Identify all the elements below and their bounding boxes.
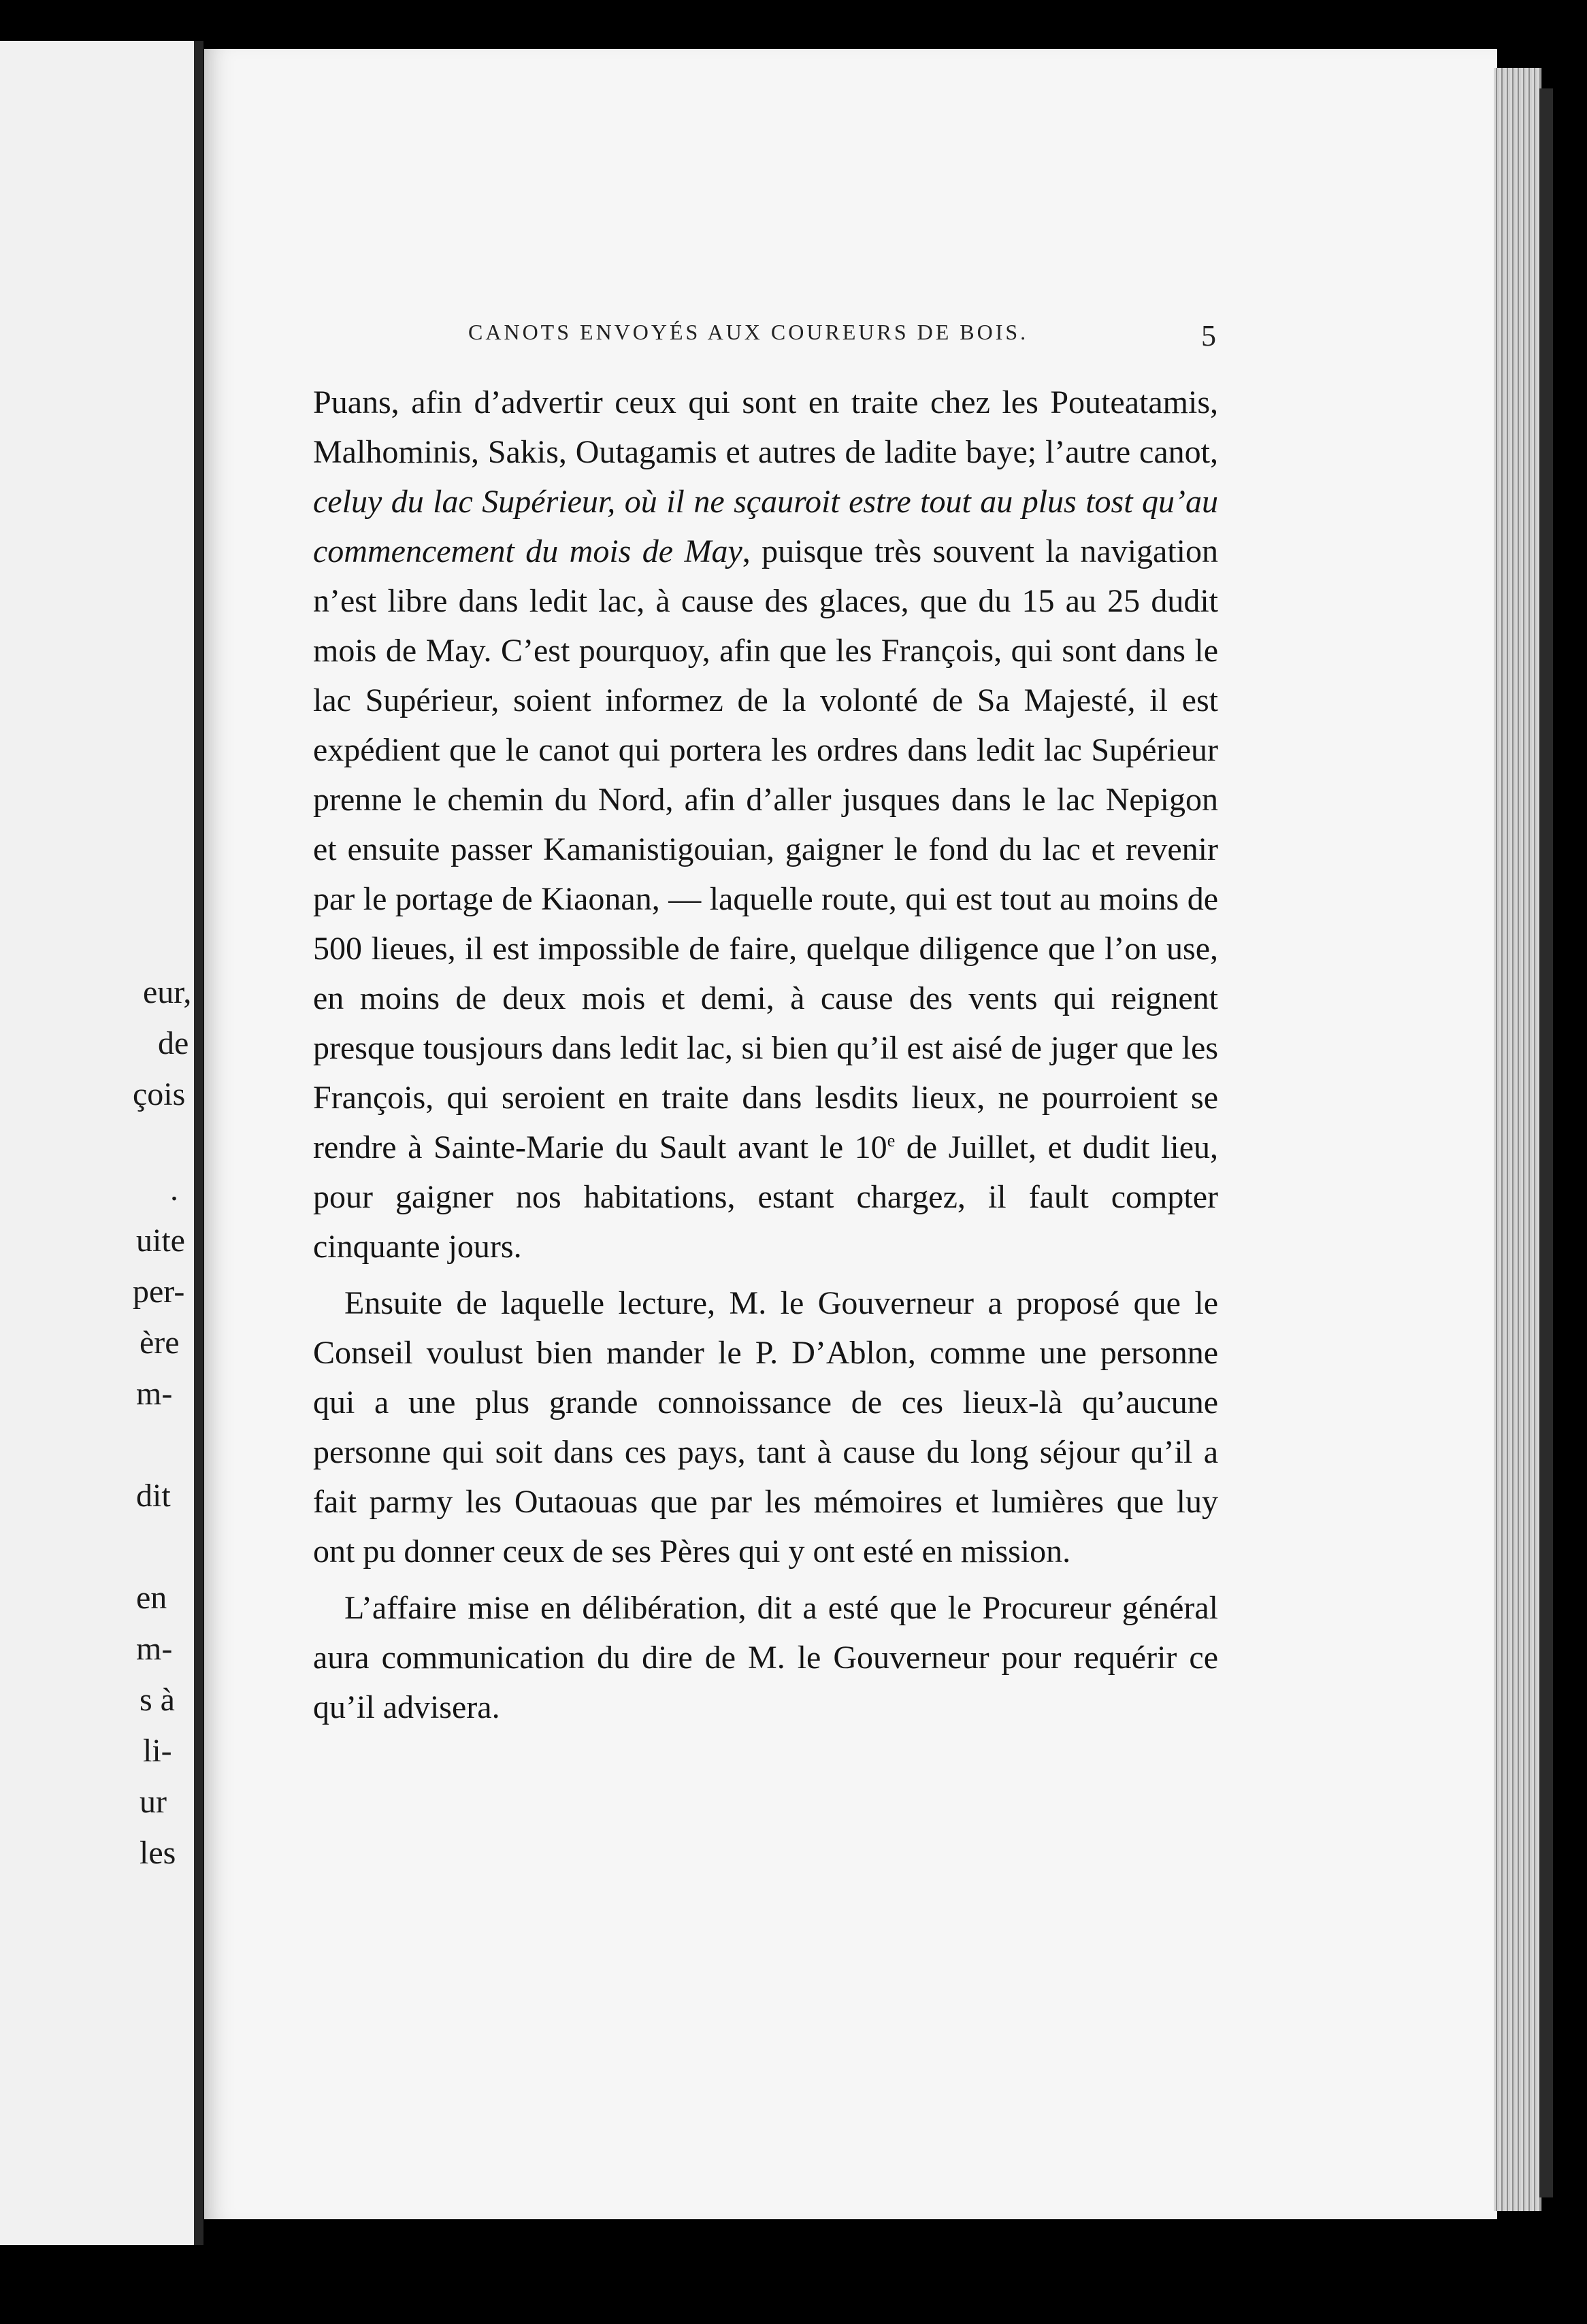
italic-segment: celuy du lac Supérieur, où il ne sçauroit estre tout au plus tost qu’au commencement du mois de May (313, 484, 1218, 569)
facing-page-fragment: . (170, 1172, 178, 1208)
facing-page-fragment: dit (136, 1478, 171, 1514)
paragraph-3 (313, 1583, 1218, 1732)
running-head: CANOTS ENVOYÉS AUX COUREURS DE BOIS. (468, 320, 1029, 344)
paragraph-2 (313, 1278, 1218, 1576)
facing-page-fragment: les (140, 1835, 176, 1871)
facing-page-fragment: s à (140, 1682, 175, 1718)
facing-page-fragment: uite (136, 1223, 185, 1259)
facing-page-fragment: eur, (143, 974, 192, 1010)
text-segment: , puisque très souvent la navigation n’est libre dans ledit lac, à cause des glaces, que du 15 au 25 dudit mois de May. C’est pourquoy, afin que les François, qui sont dans le lac Supérieur, soient informez de la volonté de Sa Majesté, il est expédient que le canot qui portera les ordres dans ledit lac Supérieur prenne le chemin du Nord, afin d’aller jusques dans le lac Nepigon et ensuite passer Kamanistigouian, gaigner le fond du lac et revenir par le portage de Kiaonan, — laquelle route, qui est tout au moins de 500 lieues, il est impossible de faire, quelque diligence que l’on use, en moins de deux mois et demi, à cause des vents qui reignent presque tousjours dans ledit lac, si bien qu’il est aisé de juger que les François, qui seroient en traite dans lesdits lieux, ne pourroient se rendre à Sainte-Marie du Sault avant le 10 (313, 533, 1219, 1165)
facing-page-fragment: m- (136, 1631, 173, 1667)
facing-page-fragment: m- (136, 1376, 173, 1412)
facing-page-fragment: per- (133, 1274, 185, 1310)
facing-page-edge (0, 41, 203, 2245)
facing-page-fragment: ère (140, 1325, 180, 1361)
text-segment: L’affaire mise en délibération, dit a esté que le Procureur général aura communication du dire de M. le Gouverneur pour requérir ce qu’il advisera. (313, 1590, 1218, 1725)
text-segment: de Juillet, et dudit lieu, pour gaigner nos habitations, estant chargez, il fault compter cinquante jours. (313, 1129, 1218, 1265)
superscript: e (887, 1131, 896, 1150)
facing-page-fragment: çois (133, 1076, 186, 1112)
body-text (313, 378, 1218, 1732)
facing-page-fragment: ur (140, 1784, 167, 1820)
facing-page-fragment: en (136, 1580, 167, 1616)
text-segment: Ensuite de laquelle lecture, M. le Gouverneur a proposé que le Conseil voulust bien mander le P. D’Ablon, comme une personne qui a une plus grande connoissance de ces lieux-là qu’aucune personne qui soit dans ces pays, tant à cause du long séjour qu’il a fait parmy les Outaouas que par les mémoires et lumières que luy ont pu donner ceux de ses Pères qui y ont esté en mission. (313, 1285, 1218, 1570)
page-edges (1494, 68, 1541, 2211)
text-segment: Puans, afin d’advertir ceux qui sont en traite chez les Pouteatamis, Malhominis, Sakis, Outagamis et autres de ladite baye; l’autre canot, (313, 384, 1218, 470)
facing-page-fragment: li- (143, 1733, 172, 1769)
page-number: 5 (1201, 319, 1216, 352)
facing-page-fragment: de (158, 1025, 189, 1061)
page-edges-shadow (1539, 88, 1553, 2197)
paragraph-1 (313, 378, 1218, 1272)
